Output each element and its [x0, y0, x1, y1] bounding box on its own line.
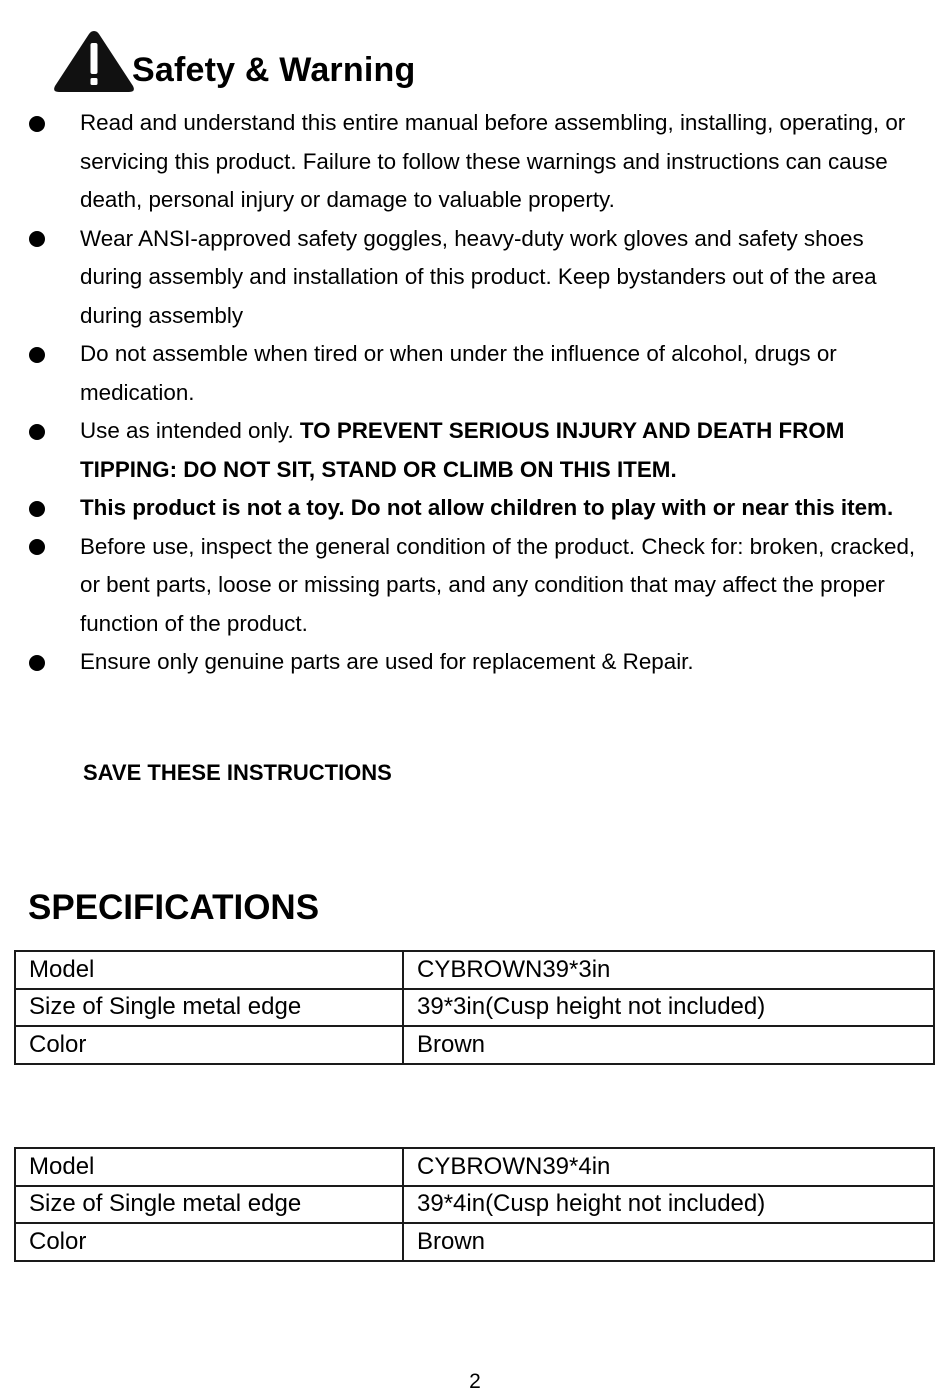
save-instructions-note: SAVE THESE INSTRUCTIONS [83, 760, 392, 785]
page-number: 2 [469, 1370, 481, 1393]
table-row [15, 989, 934, 1027]
list-item-bold-text: TO PREVENT SERIOUS INJURY AND DEATH FROM TIPPING: DO NOT SIT, STAND OR CLIMB ON THIS ITEM. [80, 418, 845, 482]
table-cell-value: CYBROWN39*3in [403, 951, 934, 989]
table-cell-key: Model [15, 951, 403, 989]
list-item [0, 104, 950, 220]
list-item [0, 643, 950, 682]
list-item-text: Wear ANSI-approved safety goggles, heavy-duty work gloves and safety shoes during assembly and installation of this product. Keep bystanders out of the area during assembly [80, 225, 877, 328]
table-row [15, 1026, 934, 1064]
table-cell-key: Size of Single metal edge [15, 989, 403, 1027]
list-item [0, 489, 950, 528]
table-row [15, 951, 934, 989]
list-item-text: Before use, inspect the general condition of the product. Check for: broken, cracked, or bent parts, loose or missing parts, and any condition that may affect the proper function of the product. [80, 533, 916, 636]
warning-icon [52, 28, 136, 94]
bullet-dot [29, 539, 45, 555]
bullet-dot [29, 347, 45, 363]
list-item-text: Read and understand this entire manual before assembling, installing, operating, or servicing this product. Failure to follow these warnings and instructions can cause death, personal injury or damage to valuable property. [80, 110, 906, 212]
list-item [0, 528, 950, 644]
bullet-dot [29, 655, 45, 671]
list-item-text: Do not assemble when tired or when under the influence of alcohol, drugs or medication. [80, 341, 837, 405]
spec-table [14, 1147, 935, 1262]
list-item [0, 220, 950, 336]
table-row [15, 1148, 934, 1186]
bullet-dot [29, 501, 45, 517]
table-cell-value: Brown [403, 1223, 934, 1261]
table-cell-value: 39*3in(Cusp height not included) [403, 989, 934, 1027]
table-cell-value: CYBROWN39*4in [403, 1148, 934, 1186]
bullet-dot [29, 231, 45, 247]
table-row [15, 1223, 934, 1261]
page-title: Safety & Warning [132, 51, 416, 89]
table-cell-key: Color [15, 1223, 403, 1261]
spec-table [14, 950, 935, 1065]
bullet-dot [29, 424, 45, 440]
section-header [52, 28, 415, 94]
table-cell-value: 39*4in(Cusp height not included) [403, 1186, 934, 1224]
table-cell-value: Brown [403, 1026, 934, 1064]
specifications-heading: SPECIFICATIONS [28, 888, 320, 927]
warning-list [0, 104, 950, 682]
list-item-text: Use as intended only. [80, 418, 300, 443]
list-item-bold-text: This product is not a toy. Do not allow children to play with or near this item. [80, 495, 894, 520]
table-cell-key: Color [15, 1026, 403, 1064]
bullet-dot [29, 116, 45, 132]
table-cell-key: Model [15, 1148, 403, 1186]
table-cell-key: Size of Single metal edge [15, 1186, 403, 1224]
list-item [0, 412, 950, 489]
list-item [0, 335, 950, 412]
list-item-text: Ensure only genuine parts are used for replacement & Repair. [80, 649, 694, 674]
table-row [15, 1186, 934, 1224]
